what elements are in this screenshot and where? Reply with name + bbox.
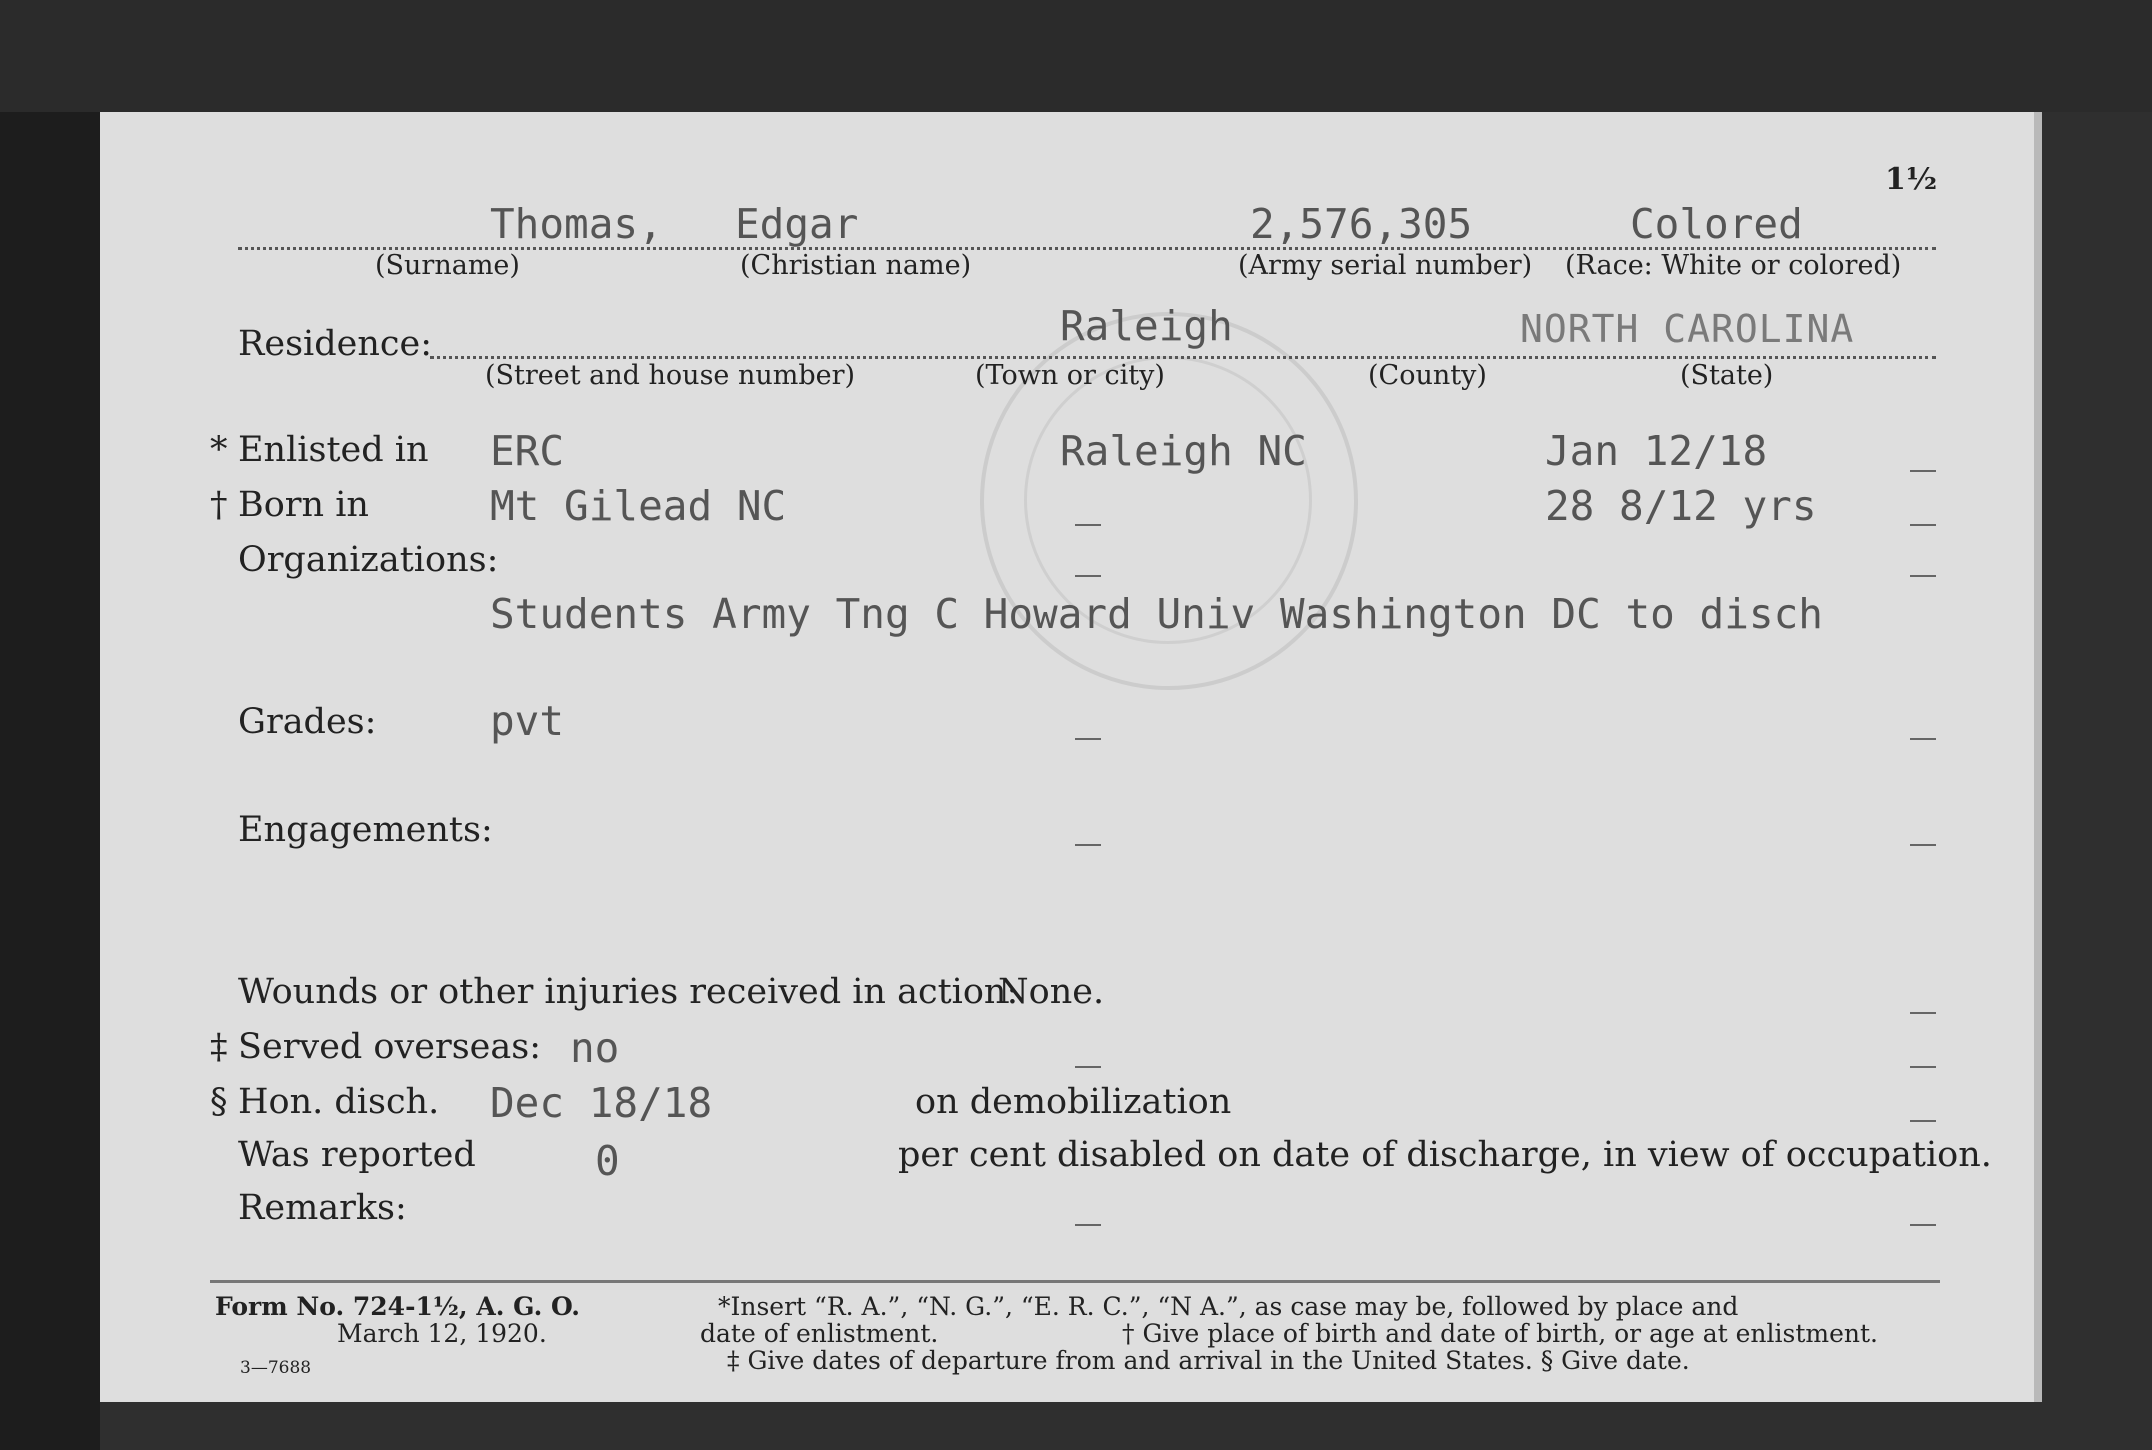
- footer-note-1: *Insert “R. A.”, “N. G.”, “E. R. C.”, “N A.”, as case may be, followed by place and: [718, 1292, 1739, 1321]
- footer-rule: [210, 1280, 1940, 1283]
- remarks-mid-dash: [1075, 1224, 1101, 1226]
- born-age-value: 28 8/12 yrs: [1545, 482, 1817, 530]
- record-card: [100, 112, 2042, 1402]
- serial-number-value: 2,576,305: [1250, 200, 1473, 248]
- engagements-end-dash: [1910, 844, 1936, 846]
- grades-value: pvt: [490, 697, 565, 745]
- christian-name-label: (Christian name): [740, 250, 972, 281]
- footer-note-3: ‡ Give dates of departure from and arrival in the United States. § Give date.: [727, 1346, 1690, 1375]
- footer-note-2a: date of enlistment.: [700, 1319, 939, 1348]
- reported-value: 0: [595, 1137, 620, 1185]
- reported-label: Was reported: [238, 1135, 476, 1175]
- organizations-value: Students Army Tng C Howard Univ Washington DC to disch: [490, 590, 1823, 638]
- organizations-label: Organizations:: [238, 540, 499, 580]
- discharge-label: Hon. disch.: [238, 1082, 440, 1122]
- remarks-label: Remarks:: [238, 1188, 407, 1228]
- engagements-mid-dash: [1075, 844, 1101, 846]
- born-end-dash: [1910, 524, 1936, 526]
- discharge-mark: §: [210, 1082, 228, 1122]
- surname-label: (Surname): [375, 250, 520, 281]
- christian-name-value: Edgar: [735, 200, 859, 248]
- state-label: (State): [1680, 360, 1774, 391]
- enlisted-date-value: Jan 12/18: [1545, 427, 1768, 475]
- grades-label: Grades:: [238, 702, 377, 742]
- residence-state-value: NORTH CAROLINA: [1520, 307, 1855, 351]
- street-label: (Street and house number): [485, 360, 856, 391]
- engagements-label: Engagements:: [238, 810, 493, 850]
- enlisted-branch-value: ERC: [490, 427, 565, 475]
- serial-number-label: (Army serial number): [1238, 250, 1533, 281]
- enlisted-mark: *: [210, 430, 228, 470]
- born-mark: †: [210, 485, 228, 525]
- county-label: (County): [1368, 360, 1487, 391]
- born-mid-dash: [1075, 524, 1101, 526]
- reported-note: per cent disabled on date of discharge, in view of occupation.: [898, 1135, 1992, 1175]
- remarks-end-dash: [1910, 1224, 1936, 1226]
- wounds-end-dash: [1910, 1012, 1936, 1014]
- born-place-value: Mt Gilead NC: [490, 482, 787, 530]
- discharge-date-value: Dec 18/18: [490, 1079, 713, 1127]
- organizations-mid-dash: [1075, 575, 1101, 577]
- enlisted-place-value: Raleigh NC: [1060, 427, 1307, 475]
- enlisted-end-dash: [1910, 470, 1936, 472]
- corner-number: 1½: [1885, 162, 1938, 197]
- residence-dotted-line: [430, 356, 1936, 359]
- wounds-value: None.: [998, 972, 1105, 1012]
- footer-note-2b: † Give place of birth and date of birth, or age at enlistment.: [1122, 1319, 1878, 1348]
- scan-top-border: [0, 0, 2152, 112]
- town-label: (Town or city): [975, 360, 1165, 391]
- grades-mid-dash: [1075, 738, 1101, 740]
- form-code: 3—7688: [240, 1358, 312, 1378]
- grades-end-dash: [1910, 738, 1936, 740]
- overseas-mark: ‡: [210, 1027, 228, 1067]
- enlisted-label: Enlisted in: [238, 430, 429, 470]
- organizations-end-dash: [1910, 575, 1936, 577]
- discharge-note: on demobilization: [915, 1082, 1232, 1122]
- race-label: (Race: White or colored): [1565, 250, 1902, 281]
- born-label: Born in: [238, 485, 369, 525]
- overseas-value: no: [570, 1024, 620, 1072]
- overseas-label: Served overseas:: [238, 1027, 542, 1067]
- race-value: Colored: [1630, 200, 1803, 248]
- surname-value: Thomas,: [490, 200, 663, 248]
- scan-left-border: [0, 0, 100, 1450]
- wounds-label: Wounds or other injuries received in action:: [238, 972, 1019, 1012]
- form-date: March 12, 1920.: [337, 1319, 547, 1348]
- form-number: Form No. 724-1½, A. G. O.: [215, 1292, 581, 1321]
- overseas-end-dash: [1910, 1066, 1936, 1068]
- discharge-end-dash: [1910, 1120, 1936, 1122]
- residence-town-value: Raleigh: [1060, 302, 1233, 350]
- residence-label: Residence:: [238, 324, 432, 364]
- overseas-mid-dash: [1075, 1066, 1101, 1068]
